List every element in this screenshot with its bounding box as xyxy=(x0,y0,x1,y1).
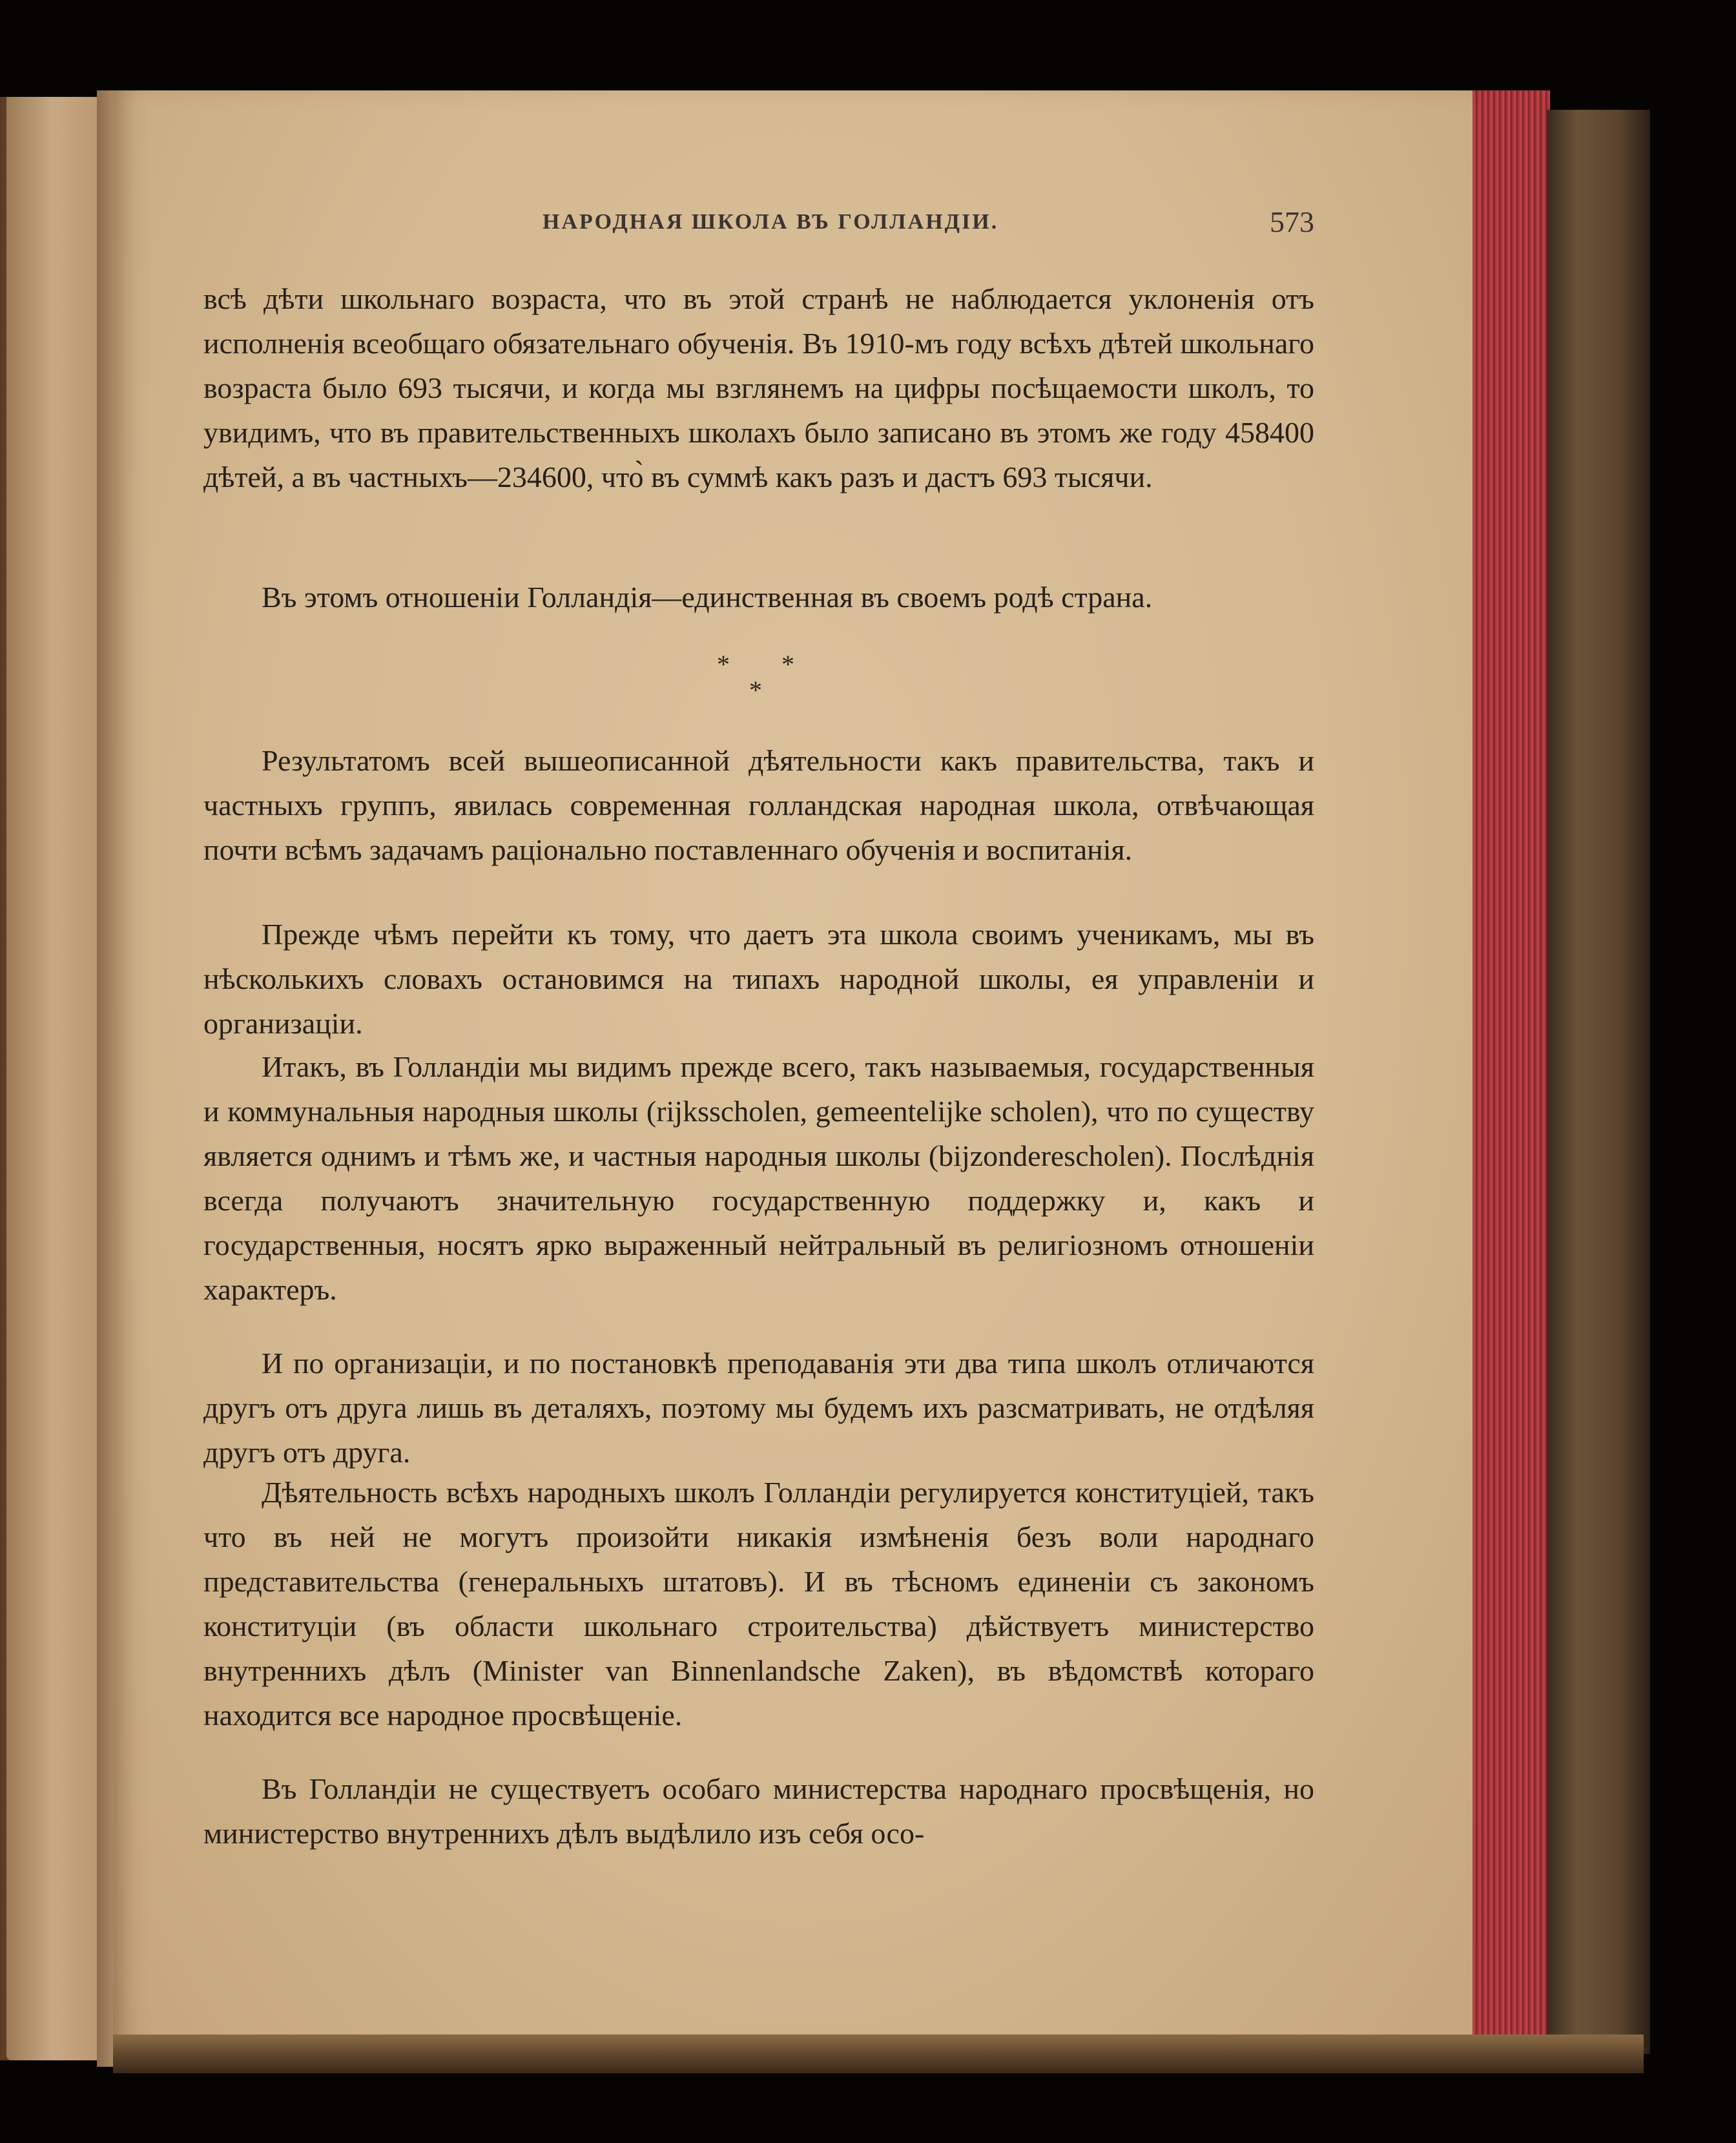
asterism xyxy=(710,649,801,707)
paragraph-2 xyxy=(203,575,1314,619)
paragraph-text: Результатомъ всей вышеописанной дѣятельности какъ правительства, такъ и частныхъ группъ, явилась современная голландская народная школа, отвѣчающая почти всѣмъ задачамъ раціонально поставленнаго обученія и воспитанія. xyxy=(203,744,1314,866)
paragraph-6 xyxy=(203,1341,1314,1475)
running-head xyxy=(203,205,1314,249)
bottom-cover xyxy=(113,2034,1644,2073)
paragraph-text: Въ этомъ отношеніи Голландія—единственная въ своемъ родѣ страна. xyxy=(262,581,1153,614)
right-cover xyxy=(1547,110,1650,2054)
paragraph-text: Въ Голландіи не существуетъ особаго министерства народнаго просвѣщенія, но министерство внутреннихъ дѣлъ выдѣлило изъ себя осо- xyxy=(203,1772,1314,1850)
paragraph-text: Итакъ, въ Голландіи мы видимъ прежде всего, такъ называемыя, государственныя и коммунальныя народныя школы (rijksscholen, gemeentelijke scholen), что по существу является однимъ и тѣмъ же, и частныя народныя школы (bijzonderescholen). Послѣднія всегда получаютъ значительную государственную поддержку и, какъ и государственныя, носятъ ярко выраженный нейтральный въ религіозномъ отношеніи характеръ. xyxy=(203,1050,1314,1306)
paragraph-8 xyxy=(203,1766,1314,1856)
paragraph-1 xyxy=(203,276,1314,499)
paragraph-5 xyxy=(203,1044,1314,1312)
page-number: 573 xyxy=(1270,205,1314,238)
asterisk: * xyxy=(749,676,762,705)
asterisk: * xyxy=(717,650,730,679)
paragraph-4 xyxy=(203,912,1314,1046)
paragraph-7 xyxy=(203,1470,1314,1737)
red-page-edges xyxy=(1472,90,1550,2054)
asterisk: * xyxy=(781,650,794,679)
paragraph-text: всѣ дѣти школьнаго возраста, что въ этой странѣ не наблюдается уклоненія отъ исполненія всеобщаго обязательнаго обученія. Въ 1910-мъ году всѣхъ дѣтей школьнаго возраста было 693 тысячи, и когда мы взглянемъ на цифры посѣщаемости школъ, то увидимъ, что въ правительственныхъ школахъ было записано въ этомъ же году 458400 дѣтей, а въ частныхъ—234600, что̀ въ суммѣ какъ разъ и дастъ 693 тысячи. xyxy=(203,282,1314,493)
paragraph-3 xyxy=(203,738,1314,872)
paragraph-text: Дѣятельность всѣхъ народныхъ школъ Голландіи регулируется конституціей, такъ что въ ней не могутъ произойти никакія измѣненія безъ воли народнаго представительства (генеральныхъ штатовъ). И въ тѣсномъ единеніи съ закономъ конституціи (въ области школьнаго строительства) дѣйствуетъ министерство внутреннихъ дѣлъ (Minister van Binnenlandsche Zaken), въ вѣдомствѣ котораго находится все народное просвѣщеніе. xyxy=(203,1476,1314,1732)
running-title: НАРОДНАЯ ШКОЛА ВЪ ГОЛЛАНДІИ. xyxy=(542,210,999,234)
left-page-edge xyxy=(6,97,110,2060)
paragraph-text: И по организаціи, и по постановкѣ преподаванія эти два типа школъ отличаются другъ отъ друга лишь въ деталяхъ, поэтому мы будемъ ихъ разсматривать, не отдѣляя другъ отъ друга. xyxy=(203,1347,1314,1469)
paragraph-text: Прежде чѣмъ перейти къ тому, что даетъ эта школа своимъ ученикамъ, мы въ нѣсколькихъ словахъ остановимся на типахъ народной школы, ея управленіи и организаціи. xyxy=(203,918,1314,1040)
